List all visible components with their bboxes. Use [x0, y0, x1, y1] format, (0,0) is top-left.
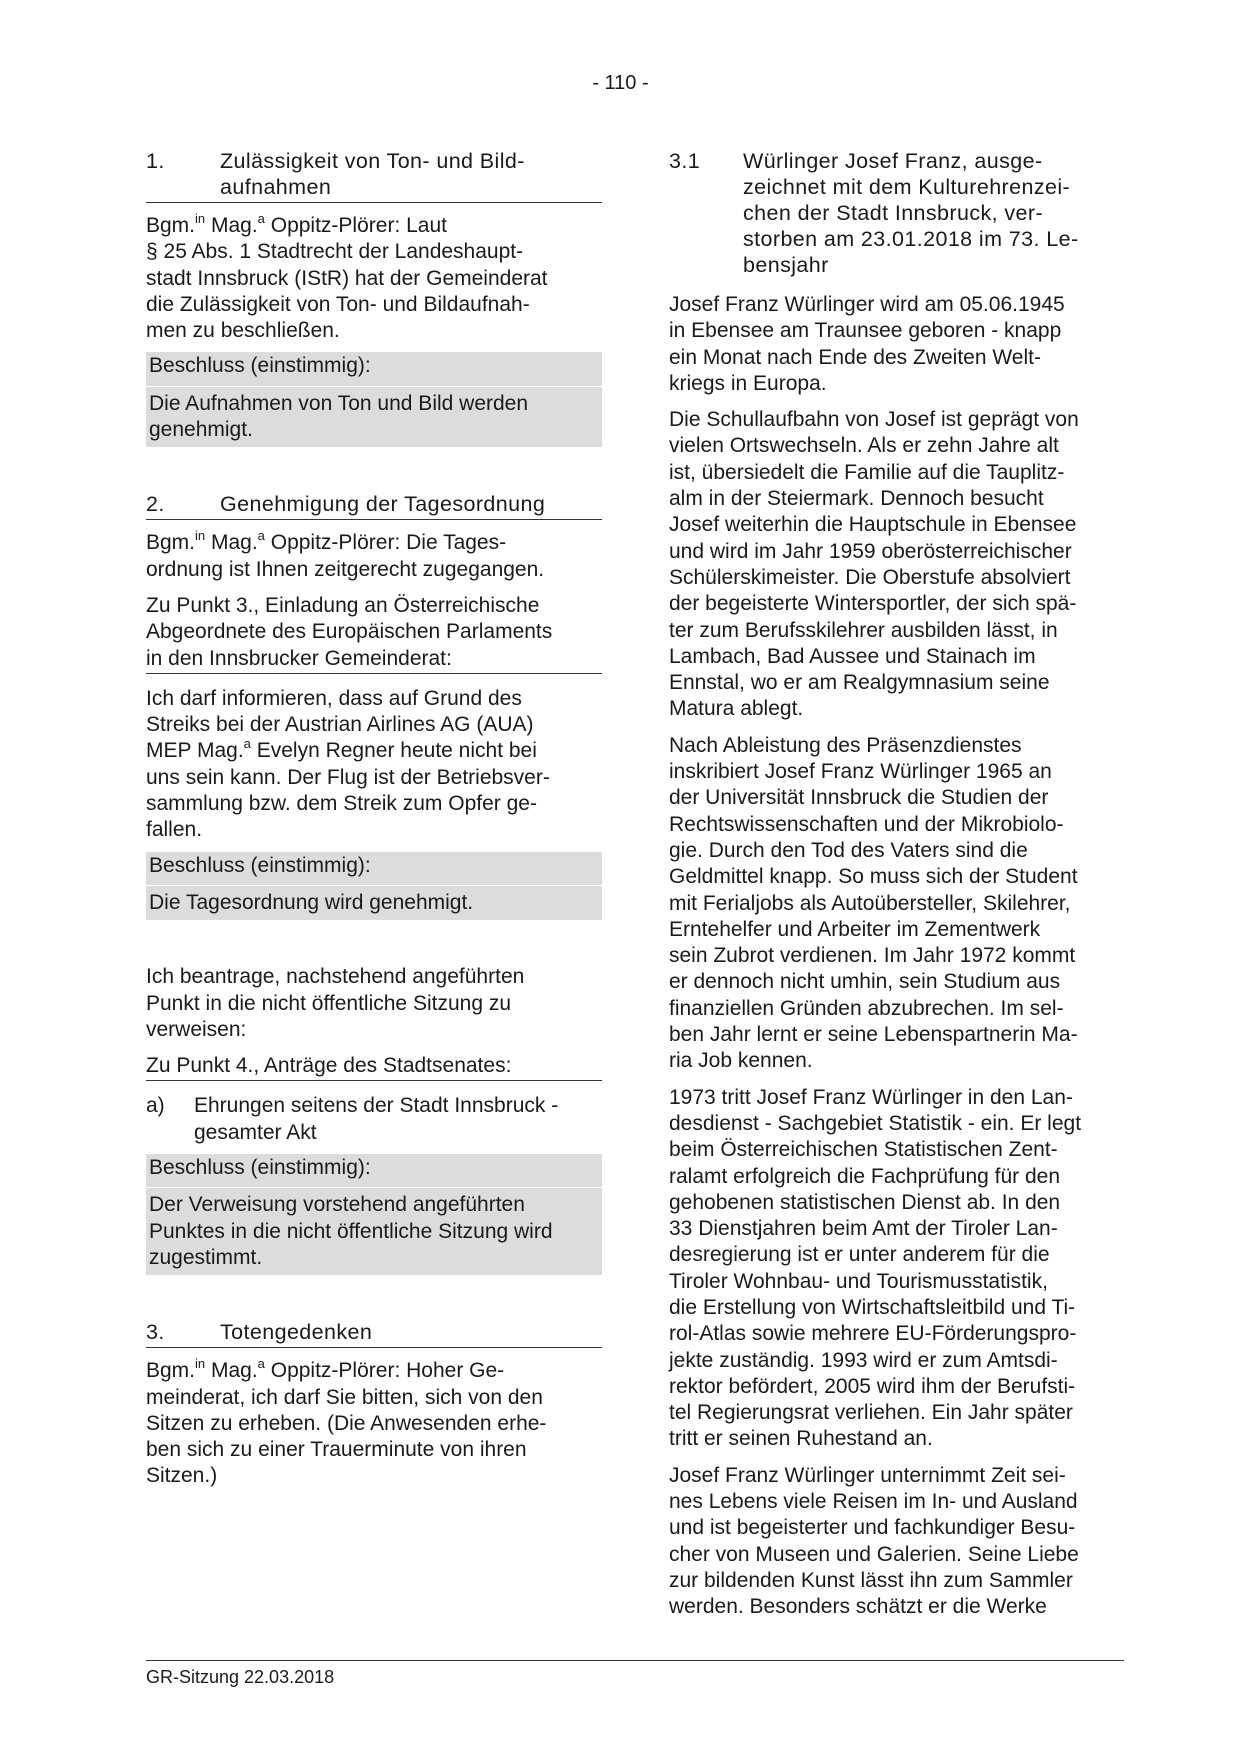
footer-text: GR-Sitzung 22.03.2018 — [146, 1667, 335, 1687]
beschluss-box — [146, 352, 602, 447]
page-number: - 110 - — [592, 72, 649, 94]
text-line: stadt Innsbruck (IStR) hat der Gemeinderat — [146, 266, 548, 290]
speaker-paragraph: Bgm.$^{in}$ Mag.$^a$ Oppitz-Plörer: Hoher Ge- meinderat, ich darf Sie bitten, sich von den Sitzen zu erheben. (Die Anwesenden erhe- ben sich zu einer Trauerminute von ihren Sitzen.) — [146, 1356, 547, 1488]
text-line: alm in der Steiermark. Dennoch besucht — [669, 487, 1044, 511]
text-line: ordnung ist Ihnen zeitgerecht zugegangen. — [146, 557, 545, 581]
text-line: desdienst - Sachgebiet Statistik - ein. Er legt — [669, 1111, 1082, 1135]
text-line: mit Ferialjobs als Autoübersteller, Skilehrer, — [669, 891, 1071, 915]
text-line: sein Zubrot verdienen. Im Jahr 1972 kommt — [669, 944, 1076, 968]
text-line: Geldmittel knapp. So muss sich der Student — [669, 865, 1078, 889]
beschluss-box — [146, 1154, 602, 1275]
beschluss-text: Die Aufnahmen von Ton und Bild werden genehmigt. — [146, 386, 602, 448]
section-heading-3 — [146, 1319, 602, 1348]
text-line: in Ebensee am Traunsee geboren - knapp — [669, 319, 1062, 343]
text-line: § 25 Abs. 1 Stadtrecht der Landeshaupt- — [146, 240, 524, 264]
text-line: Erntehelfer und Arbeiter im Zementwerk — [669, 917, 1041, 941]
paragraph — [669, 733, 1125, 1075]
text-line: rektor befördert, 2005 wird ihm der Berufsti- — [669, 1374, 1076, 1398]
footer-divider — [146, 1660, 1124, 1661]
text-line: ben Jahr lernt er seine Lebenspartnerin Ma- — [669, 1023, 1078, 1047]
text-line: ter zum Berufsskilehrer ausbilden lässt, in — [669, 618, 1058, 642]
text-line: ein Monat nach Ende des Zweiten Welt- — [669, 345, 1041, 369]
agenda-punkt-4: Zu Punkt 4., Anträge des Stadtsenates: — [146, 1053, 602, 1081]
text-line: Josef weiterhin die Hauptschule in Ebensee — [669, 513, 1077, 537]
list-marker: a) — [146, 1094, 165, 1118]
section-number: 3.1 — [669, 149, 701, 173]
text-line: beim Österreichischen Statistischen Zent- — [669, 1138, 1058, 1162]
text-line: 33 Dienstjahren beim Amt der Tiroler Lan- — [669, 1217, 1058, 1241]
text-line: 1973 tritt Josef Franz Würlinger in den Lan- — [669, 1085, 1073, 1109]
text-line: und ist begeisterter und fachkundiger Besu- — [669, 1516, 1076, 1540]
text-line: ist, übersiedelt die Familie auf die Tauplitz- — [669, 460, 1065, 484]
text-line: gehobenen statistischen Dienst ab. In den — [669, 1190, 1061, 1214]
text-line: werden. Besonders schätzt er die Werke — [669, 1595, 1047, 1619]
list-item-text: Ehrungen seitens der Stadt Innsbruck - gesamter Akt — [194, 1094, 559, 1144]
text-line: Lambach, Bad Aussee und Stainach im — [669, 644, 1036, 668]
paragraph — [669, 1085, 1125, 1453]
beschluss-text: Der Verweisung vorstehend angeführten Punktes in die nicht öffentliche Sitzung wird zugestimmt. — [146, 1187, 602, 1275]
section-title: Totengedenken — [220, 1320, 373, 1345]
text-line: die Zulässigkeit von Ton- und Bildaufnah- — [146, 292, 530, 316]
text-line: gie. Durch den Tod des Vaters sind die — [669, 838, 1028, 862]
text-line: Die Schullaufbahn von Josef ist geprägt von — [669, 408, 1079, 432]
text-line: ralamt erfolgreich die Fachprüfung für den — [669, 1164, 1061, 1188]
text-line: Matura ablegt. — [669, 697, 804, 721]
section-heading-2 — [146, 491, 602, 520]
speaker-paragraph — [146, 213, 602, 344]
title-line: Zulässigkeit von Ton- und Bild- — [220, 149, 525, 173]
text-line: Josef Franz Würlinger unternimmt Zeit sei- — [669, 1463, 1066, 1487]
text-line: cher von Museen und Galerien. Seine Liebe — [669, 1542, 1079, 1566]
text-line: Rechtswissenschaften und der Mikrobiolo- — [669, 812, 1064, 836]
beschluss-box — [146, 852, 602, 921]
text-line: Ennstal, wo er am Realgymnasium seine — [669, 671, 1050, 695]
beschluss-label: Beschluss (einstimmig): — [149, 1156, 371, 1180]
left-column — [146, 148, 602, 1490]
paragraph — [669, 407, 1125, 723]
text-line: tel Regierungsrat verliehen. Ein Jahr später — [669, 1401, 1073, 1425]
text-line: er dennoch nicht umhin, sein Studium aus — [669, 970, 1061, 994]
biography-text — [669, 292, 1125, 1621]
text-line: rol-Atlas sowie mehrere EU-Förderungspro- — [669, 1322, 1077, 1346]
text-line: Tiroler Wohnbau- und Tourismusstatistik, — [669, 1269, 1048, 1293]
title-line: aufnahmen — [220, 175, 332, 199]
text-line: jekte zuständig. 1993 wird er zum Amtsdi- — [669, 1348, 1058, 1372]
text-line: der begeisterte Wintersportler, der sich spä- — [669, 592, 1077, 616]
text-line: Bgm.$^{in}$ Mag.$^a$ Oppitz-Plörer: Die Tages- — [146, 528, 507, 555]
beschluss-label: Beschluss (einstimmig): — [149, 853, 371, 877]
paragraph — [669, 1463, 1125, 1621]
text-line: der Universität Innsbruck die Studien der — [669, 786, 1049, 810]
info-paragraph: Ich darf informieren, dass auf Grund des Streiks bei der Austrian Airlines AG (AUA) MEP Mag.$^a$ Evelyn Regner heute nicht bei uns sein kann. Der Flug ist der Betriebsver- sammlung bzw. dem Streik zum Opfer ge- fallen. — [146, 686, 550, 842]
text-line: inskribiert Josef Franz Würlinger 1965 an — [669, 760, 1052, 784]
text-line: und wird im Jahr 1959 oberösterreichischer — [669, 539, 1072, 563]
text-line: finanziellen Gründen abzubrechen. Im sel- — [669, 996, 1064, 1020]
verweis-paragraph: Ich beantrage, nachstehend angeführten Punkt in die nicht öffentliche Sitzung zu verweisen: — [146, 965, 525, 1041]
text-line: desregierung ist er unter anderem für die — [669, 1243, 1050, 1267]
text-line: Bgm.$^{in}$ Mag.$^a$ Oppitz-Plörer: Laut — [146, 211, 447, 237]
text-line: Schülerskimeister. Die Oberstufe absolviert — [669, 565, 1071, 589]
text-line: Nach Ableistung des Präsenzdienstes — [669, 733, 1022, 757]
text-line: men zu beschließen. — [146, 319, 340, 343]
beschluss-text: Die Tagesordnung wird genehmigt. — [146, 885, 602, 920]
beschluss-label: Beschluss (einstimmig): — [149, 354, 371, 378]
section-title: Genehmigung der Tagesordnung — [220, 492, 546, 517]
text-line: die Erstellung von Wirtschaftsleitbild und Ti- — [669, 1295, 1076, 1319]
section-title — [220, 148, 602, 200]
agenda-punkt-3: Zu Punkt 3., Einladung an Österreichische Abgeordnete des Europäischen Parlaments in den Innsbrucker Gemeinderat: — [146, 593, 602, 674]
text-line: vielen Ortswechseln. Als er zehn Jahre alt — [669, 434, 1059, 458]
text-line: zur bildenden Kunst lässt ihn zum Sammler — [669, 1568, 1073, 1592]
list-item — [146, 1093, 602, 1146]
section-heading-1 — [146, 148, 602, 203]
text-line: Josef Franz Würlinger wird am 05.06.1945 — [669, 293, 1065, 316]
text-line: ria Job kennen. — [669, 1049, 813, 1073]
section-number: 2. — [146, 492, 165, 517]
speaker-paragraph — [146, 530, 602, 583]
paragraph — [669, 292, 1125, 397]
text-line: kriegs in Europa. — [669, 371, 827, 395]
right-column — [669, 148, 1125, 1621]
text-line: nes Lebens viele Reisen im In- und Ausland — [669, 1490, 1078, 1514]
section-title: Würlinger Josef Franz, ausge- zeichnet mit dem Kulturehrenzei- chen der Stadt Innsbruck, ver- storben am 23.01.2018 im 73. Le- bensjahr — [743, 149, 1079, 277]
section-number: 1. — [146, 149, 165, 173]
text-line: tritt er seinen Ruhestand an. — [669, 1427, 933, 1451]
section-number: 3. — [146, 1320, 165, 1345]
section-heading-3-1 — [669, 148, 1125, 280]
